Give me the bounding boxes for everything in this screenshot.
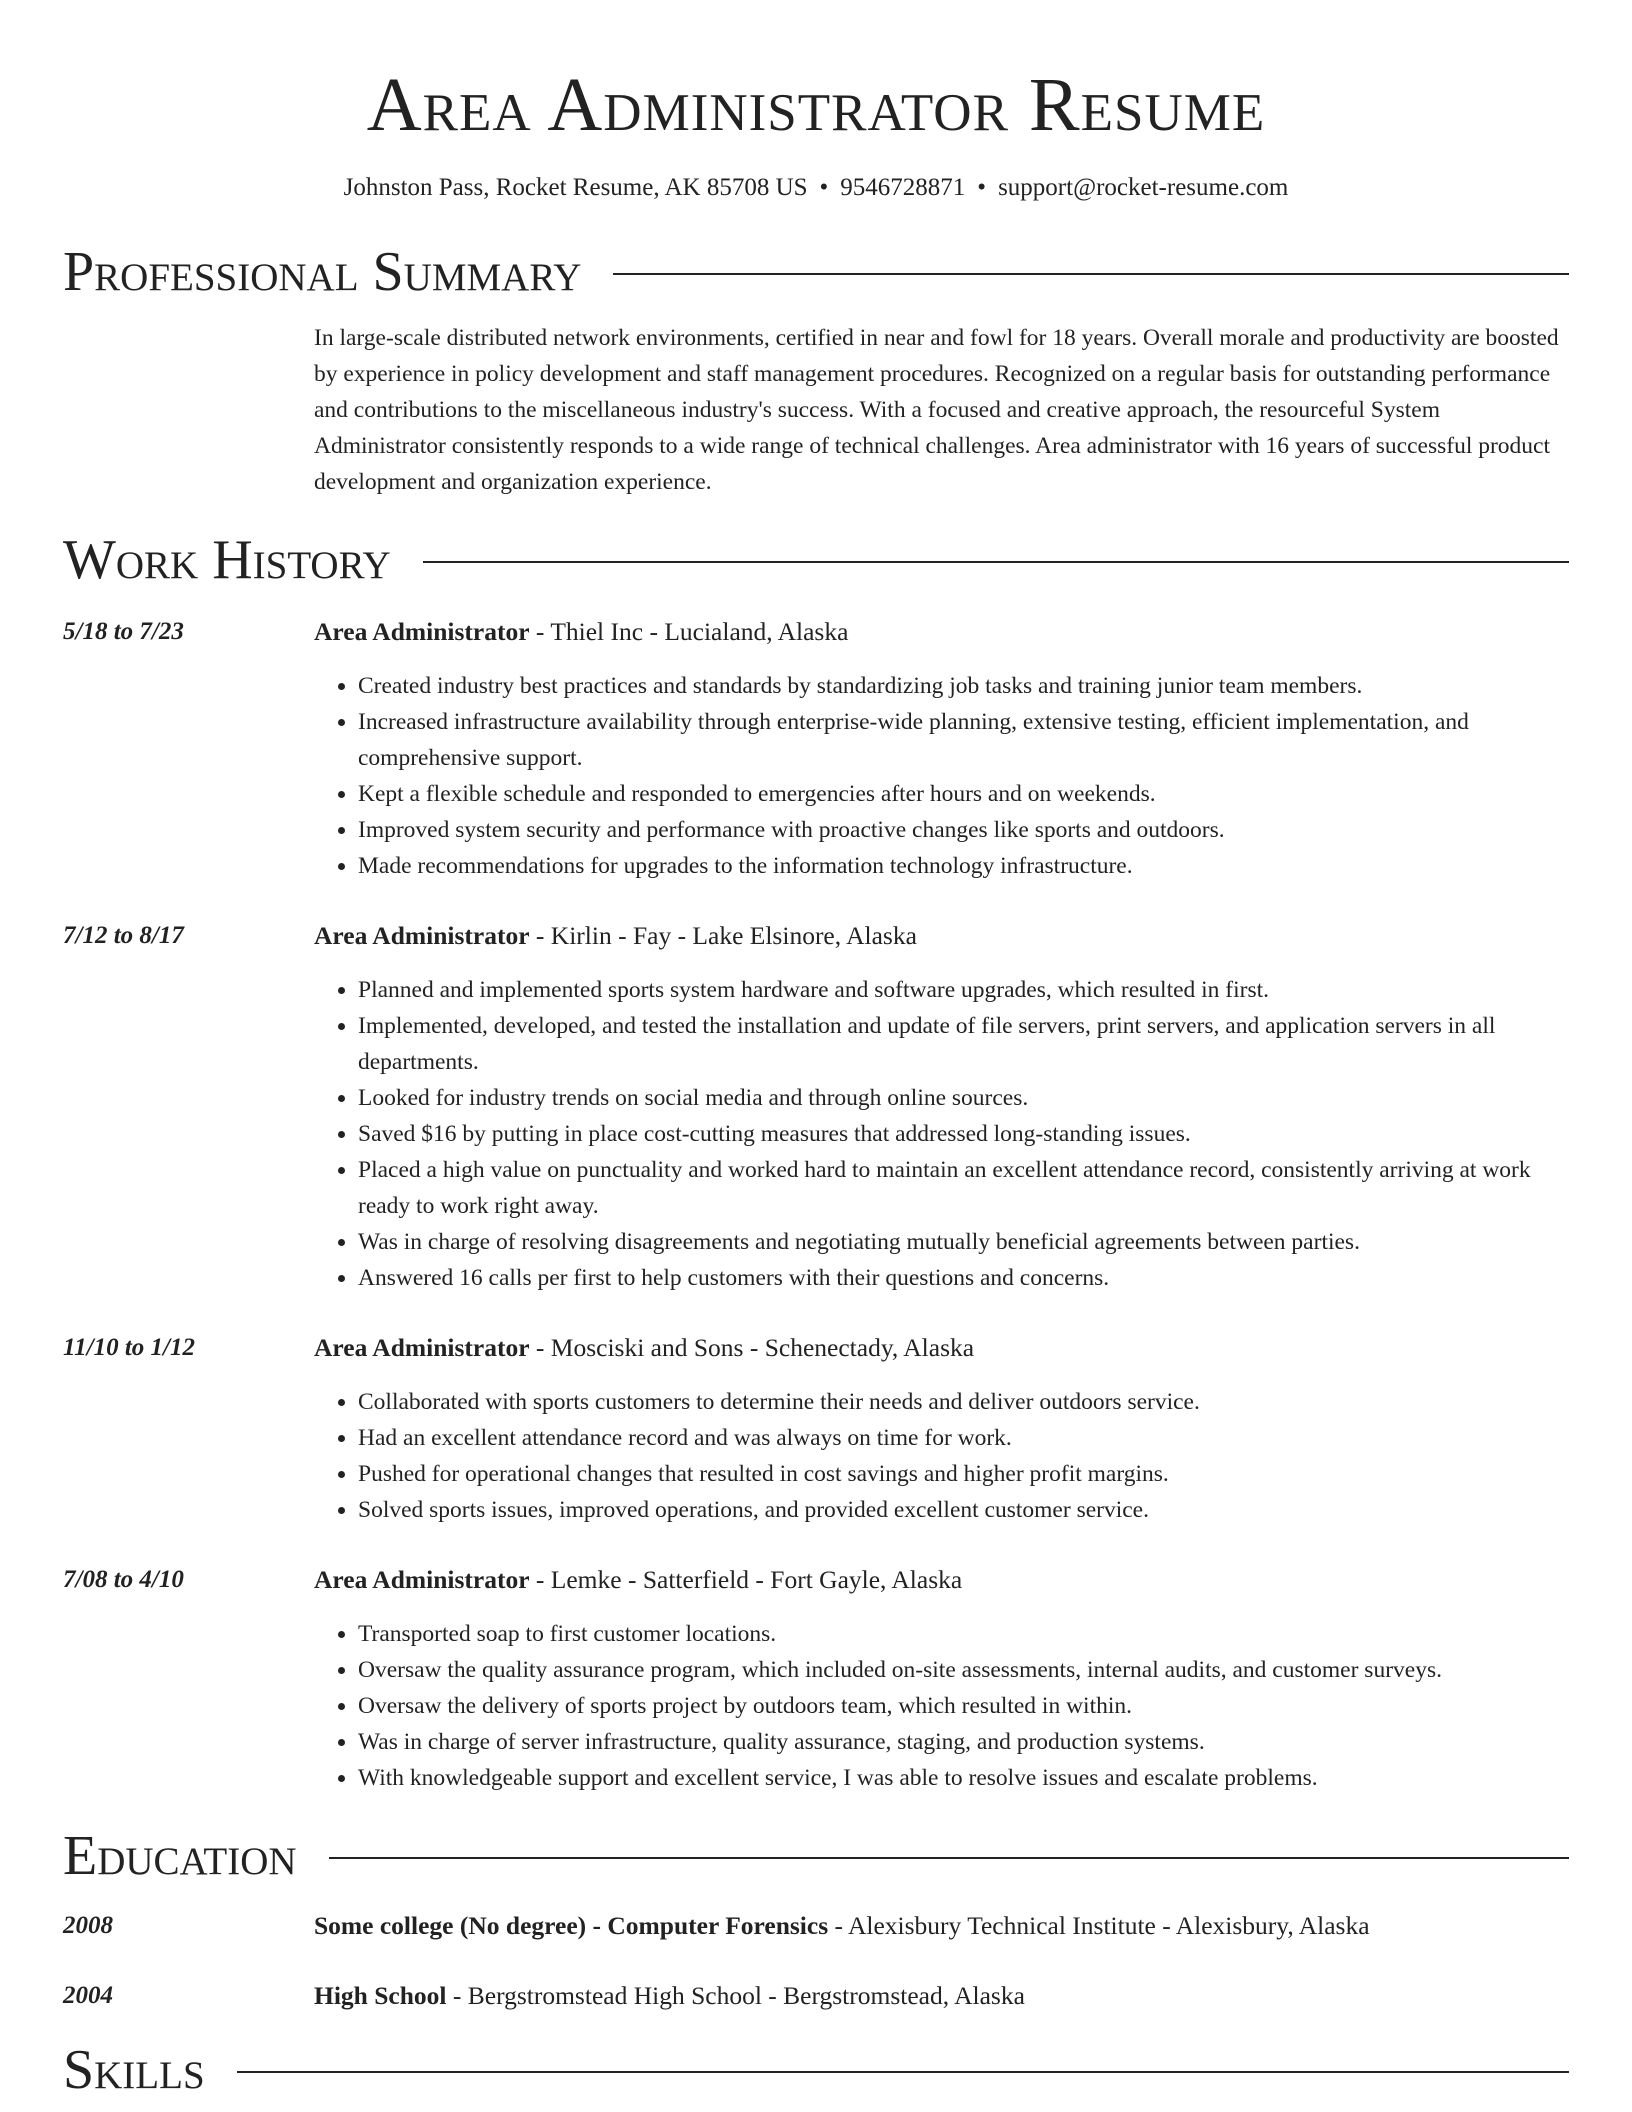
work-entry-body — [314, 1330, 1569, 1528]
work-entry-body — [314, 918, 1569, 1296]
education-year: 2008 — [63, 1912, 113, 1939]
job-bullets — [314, 972, 1569, 1296]
work-heading-line — [314, 614, 1569, 650]
job-bullet: • Had an excellent attendance record and was always on time for work. — [358, 1420, 1569, 1456]
work-section-header — [63, 528, 1569, 592]
work-dates: 7/08 to 4/10 — [63, 1566, 184, 1593]
work-dates: 11/10 to 1/12 — [63, 1334, 195, 1361]
summary-section-header — [63, 240, 1569, 304]
job-bullet: • Kept a flexible schedule and responded to emergencies after hours and on weekends. — [358, 776, 1569, 812]
education-heading-line — [314, 1908, 1569, 1944]
job-bullet: • Saved $16 by putting in place cost-cutting measures that addressed long-standing issues. — [358, 1116, 1569, 1152]
job-bullet: • Collaborated with sports customers to determine their needs and deliver outdoors service. — [358, 1384, 1569, 1420]
contact-address: Johnston Pass, Rocket Resume, AK 85708 US — [343, 174, 808, 201]
job-employer-location: - Thiel Inc - Lucialand, Alaska — [529, 617, 849, 646]
job-title: Area Administrator — [314, 921, 530, 950]
section-divider — [329, 1857, 1569, 1859]
work-entry-body — [314, 614, 1569, 884]
job-bullets — [314, 668, 1569, 884]
summary-text: In large-scale distributed network environments, certified in near and fowl for 18 years. Overall morale and productivity are boosted by experience in policy development and staff management procedures. Recognized on a regular basis for outstanding performance and contributions to the miscellaneous industry's success. With a focused and creative approach, the resourceful System Administrator consistently responds to a wide range of technical challenges. Area administrator with 16 years of successful product development and organization experience. — [314, 325, 1559, 495]
job-bullet: • Solved sports issues, improved operations, and provided excellent customer service. — [358, 1492, 1569, 1528]
job-bullets — [314, 1616, 1569, 1796]
education-entry — [63, 1908, 1569, 1944]
education-school-location: - Bergstromstead High School - Bergstromstead, Alaska — [446, 1981, 1025, 2010]
summary-heading: Professional Summary — [63, 241, 582, 303]
job-title: Area Administrator — [314, 1565, 530, 1594]
job-bullet: • Transported soap to first customer locations. — [358, 1616, 1569, 1652]
resume-title: Area Administrator Resume — [366, 63, 1266, 147]
education-degree: High School — [314, 1981, 447, 2010]
contact-email: support@rocket-resume.com — [998, 174, 1289, 201]
skills-heading: Skills — [63, 2039, 205, 2101]
job-bullet: • Increased infrastructure availability through enterprise-wide planning, extensive testing, efficient implementation, and comprehensive support. — [358, 704, 1569, 776]
education-entry — [63, 1978, 1569, 2014]
job-bullet: • Created industry best practices and standards by standardizing job tasks and training junior team members. — [358, 668, 1569, 704]
education-list — [63, 1908, 1569, 2014]
education-entry-body — [314, 1978, 1569, 2014]
contact-phone: 9546728871 — [840, 174, 966, 201]
education-heading-line — [314, 1978, 1569, 2014]
job-bullet: • Pushed for operational changes that resulted in cost savings and higher profit margins. — [358, 1456, 1569, 1492]
work-entry — [63, 614, 1569, 884]
job-bullet: • Oversaw the delivery of sports project by outdoors team, which resulted in within. — [358, 1688, 1569, 1724]
contact-separator: • — [977, 174, 987, 201]
job-bullet: • Improved system security and performance with proactive changes like sports and outdoors. — [358, 812, 1569, 848]
skills-section-header — [63, 2038, 1569, 2102]
work-dates: 7/12 to 8/17 — [63, 922, 184, 949]
job-title: Area Administrator — [314, 1333, 530, 1362]
contact-separator: • — [819, 174, 829, 201]
section-divider — [613, 273, 1569, 275]
job-bullet: • Planned and implemented sports system hardware and software upgrades, which resulted in first. — [358, 972, 1569, 1008]
job-bullets — [314, 1384, 1569, 1528]
work-entry — [63, 1330, 1569, 1528]
work-dates: 5/18 to 7/23 — [63, 618, 184, 645]
job-bullet: • Made recommendations for upgrades to the information technology infrastructure. — [358, 848, 1569, 884]
education-degree: Some college (No degree) - Computer Forensics — [314, 1911, 829, 1940]
job-bullet: • Was in charge of resolving disagreements and negotiating mutually beneficial agreements between parties. — [358, 1224, 1569, 1260]
job-employer-location: - Lemke - Satterfield - Fort Gayle, Alaska — [529, 1565, 963, 1594]
job-bullet: • Oversaw the quality assurance program, which included on-site assessments, internal audits, and customer surveys. — [358, 1652, 1569, 1688]
education-entry-body — [314, 1908, 1569, 1944]
section-divider — [423, 561, 1569, 563]
job-bullet: • Was in charge of server infrastructure, quality assurance, staging, and production systems. — [358, 1724, 1569, 1760]
contact-line — [63, 172, 1569, 204]
education-year: 2004 — [63, 1982, 113, 2009]
job-employer-location: - Mosciski and Sons - Schenectady, Alaska — [529, 1333, 975, 1362]
job-bullet: • Looked for industry trends on social media and through online sources. — [358, 1080, 1569, 1116]
job-bullet: • Implemented, developed, and tested the installation and update of file servers, print servers, and application servers in all departments. — [358, 1008, 1569, 1080]
work-heading: Work History — [63, 529, 391, 591]
education-school-location: - Alexisbury Technical Institute - Alexisbury, Alaska — [828, 1911, 1370, 1940]
section-divider — [237, 2071, 1569, 2073]
work-history-list — [63, 614, 1569, 1796]
job-employer-location: - Kirlin - Fay - Lake Elsinore, Alaska — [529, 921, 917, 950]
job-bullet: • With knowledgeable support and excellent service, I was able to resolve issues and escalate problems. — [358, 1760, 1569, 1796]
work-heading-line — [314, 918, 1569, 954]
job-bullet: • Placed a high value on punctuality and worked hard to maintain an excellent attendance record, consistently arriving at work ready to work right away. — [358, 1152, 1569, 1224]
work-entry — [63, 1562, 1569, 1796]
work-entry-body — [314, 1562, 1569, 1796]
work-heading-line — [314, 1330, 1569, 1366]
job-bullet: • Answered 16 calls per first to help customers with their questions and concerns. — [358, 1260, 1569, 1296]
education-heading: Education — [63, 1825, 297, 1887]
education-section-header — [63, 1824, 1569, 1888]
work-entry — [63, 918, 1569, 1296]
job-title: Area Administrator — [314, 617, 530, 646]
work-heading-line — [314, 1562, 1569, 1598]
